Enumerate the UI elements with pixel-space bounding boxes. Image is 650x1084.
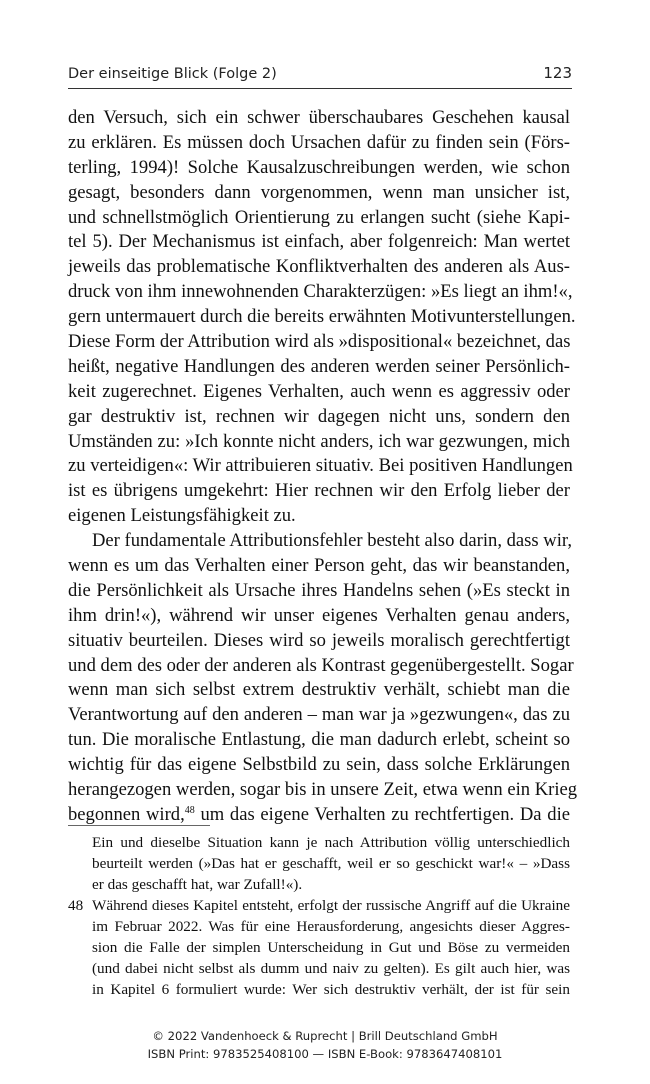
text-line: ist es übrigens umgekehrt: Hier rechnen wir den Erfolg lieber der xyxy=(68,480,570,502)
footnote-separator xyxy=(68,825,210,826)
text-line: und schnellstmöglich Orientierung zu erlangen sucht (siehe Kapi- xyxy=(68,206,570,228)
text-line: gesagt, besonders dann vorgenommen, wenn man unsicher ist, xyxy=(68,181,570,203)
text-line: terling, 1994)! Solche Kausalzuschreibungen werden, wie schon xyxy=(68,156,570,178)
footnote-line: er das geschafft hat, war Zufall!«). xyxy=(92,876,303,893)
text-line: und dem des oder der anderen als Kontrast gegenübergestellt. Sogar xyxy=(68,654,574,676)
text-fragment: um das eigene Verhalten zu rechtfertigen. Da die xyxy=(194,803,570,825)
text-line: heißt, negative Handlungen des anderen werden seiner Persönlich- xyxy=(68,355,570,377)
footnote-line: in Kapitel 6 formuliert wurde: Wer sich destruktiv verhält, der ist für sein xyxy=(92,981,570,998)
text-line: situativ beurteilen. Dieses wird so jeweils moralisch gerechtfertigt xyxy=(68,629,570,651)
text-line: druck von ihm innewohnenden Charakterzügen: »Es liegt an ihm!«, xyxy=(68,281,573,303)
text-line: eigenen Leistungsfähigkeit zu. xyxy=(68,505,296,527)
running-header xyxy=(68,64,572,89)
text-line: wenn man sich selbst extrem destruktiv verhält, schiebt man die xyxy=(68,679,570,701)
footnote-48 xyxy=(68,895,570,1000)
footnotes xyxy=(68,832,570,1000)
text-line: zu erklären. Es müssen doch Ursachen dafür zu finden sein (Förs- xyxy=(68,131,570,153)
footnote-line: (und dabei nicht selbst als dumm und naiv zu gelten). Es gilt auch hier, was xyxy=(92,960,570,977)
footnote-line: sion die Falle der simplen Unterscheidung in Gut und Böse zu vermeiden xyxy=(92,939,570,956)
body-text xyxy=(68,106,578,828)
footnote-line: Während dieses Kapitel entsteht, erfolgt der russische Angriff auf die Ukraine xyxy=(92,897,570,914)
text-line: gar destruktiv ist, rechnen wir dagegen nicht uns, sondern den xyxy=(68,405,570,427)
text-line: wichtig für das eigene Selbstbild zu sein, dass solche Erklärungen xyxy=(68,754,570,776)
text-line: tel 5). Der Mechanismus ist einfach, aber folgenreich: Man wertet xyxy=(68,231,570,253)
text-line: herangezogen werden, sogar bis in unsere Zeit, etwa wenn ein Krieg xyxy=(68,779,578,801)
footnote-line: Ein und dieselbe Situation kann je nach Attribution völlig unterschiedlich xyxy=(92,834,570,851)
text-line: gern untermauert durch die bereits erwähnten Motivunterstellungen. xyxy=(68,306,576,328)
isbn-line: ISBN Print: 9783525408100 — ISBN E-Book: 9783647408101 xyxy=(147,1047,503,1061)
footnote-number: 48 xyxy=(68,897,84,914)
text-line: Diese Form der Attribution wird als »dispositional« bezeichnet, das xyxy=(68,331,571,353)
footnote-line: beurteilt werden (»Das hat er geschafft, weil er so geschickt war!« – »Dass xyxy=(92,855,570,872)
text-line: den Versuch, sich ein schwer überschaubares Geschehen kausal xyxy=(68,107,570,128)
text-line: tun. Die moralische Entlastung, die man dadurch erlebt, scheint so xyxy=(68,729,570,751)
text-line: wenn es um das Verhalten einer Person geht, das wir beanstanden, xyxy=(68,555,570,577)
text-line: zu verteidigen«: Wir attribuieren situativ. Bei positiven Handlungen xyxy=(68,455,573,477)
footnote-reference-48[interactable]: 48 xyxy=(184,804,195,816)
footnote-line: im Februar 2022. Was für eine Herausforderung, angesichts dieser Aggres- xyxy=(92,918,570,935)
running-title: Der einseitige Blick (Folge 2) xyxy=(68,66,277,82)
text-line: Der fundamentale Attributionsfehler besteht also darin, dass wir, xyxy=(92,530,572,552)
text-line: die Persönlichkeit als Ursache ihres Handelns sehen (»Es steckt in xyxy=(68,579,570,601)
footnote-continued xyxy=(68,832,570,895)
text-line: keit zugerechnet. Eigenes Verhalten, auch wenn es aggressiv oder xyxy=(68,380,570,402)
text-line: ihm drin!«), während wir unser eigenes Verhalten genau anders, xyxy=(68,604,570,626)
copyright-line: © 2022 Vandenhoeck & Ruprecht | Brill Deutschland GmbH xyxy=(152,1029,498,1043)
page-footer xyxy=(0,1027,650,1063)
page-number: 123 xyxy=(543,64,572,82)
text-fragment: begonnen wird, xyxy=(68,803,185,825)
text-line: jeweils das problematische Konfliktverhalten des anderen als Aus- xyxy=(68,256,570,278)
text-line: Umständen zu: »Ich konnte nicht anders, ich war gezwungen, mich xyxy=(68,430,570,452)
text-line: Verantwortung auf den anderen – man war ja »gezwungen«, das zu xyxy=(68,704,570,726)
